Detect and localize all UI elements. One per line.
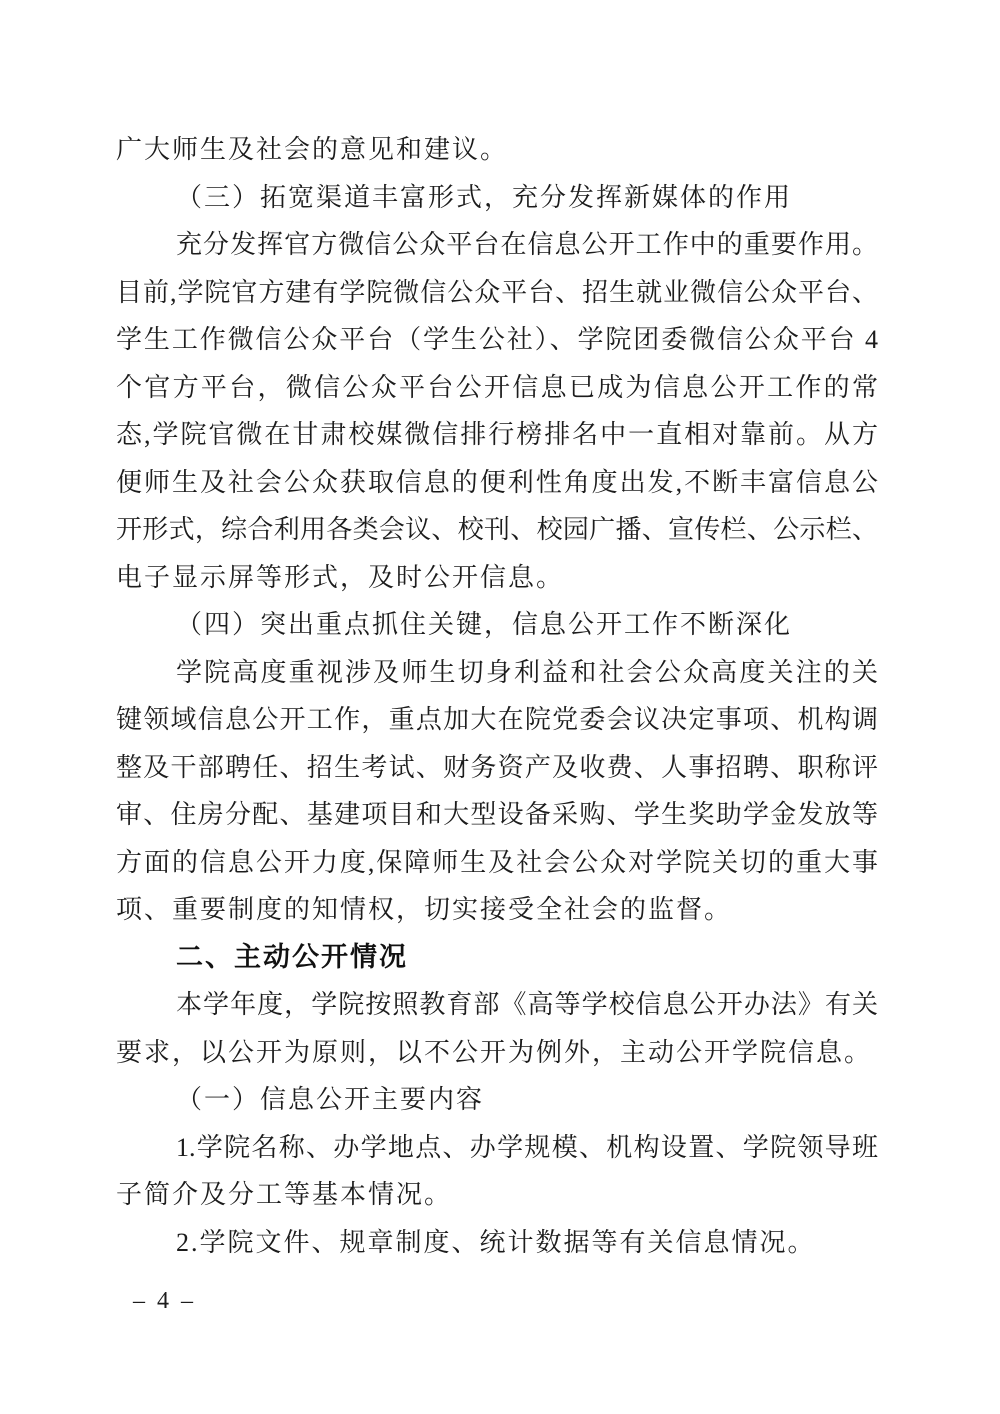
body-line: 电子显示屏等形式，及时公开信息。 xyxy=(116,562,565,592)
body-line: 目前,学院官方建有学院微信公众平台、招生就业微信公众平台、 xyxy=(116,277,878,307)
body-line: 整及干部聘任、招生考试、财务资产及收费、人事招聘、职称评 xyxy=(116,752,878,782)
section-heading-2: 二、主动公开情况 xyxy=(176,941,408,972)
body-line: 学院高度重视涉及师生切身利益和社会公众高度关注的关 xyxy=(176,657,878,687)
numbered-item-line: 2.学院文件、规章制度、统计数据等有关信息情况。 xyxy=(176,1227,816,1257)
body-line: 键领域信息公开工作，重点加大在院党委会议决定事项、机构调 xyxy=(116,705,878,734)
body-line: 充分发挥官方微信公众平台在信息公开工作中的重要作用。 xyxy=(176,230,878,259)
body-line: 便师生及社会公众获取信息的便利性角度出发,不断丰富信息公 xyxy=(116,467,878,497)
page-number: – 4 – xyxy=(133,1288,196,1314)
body-line: 态,学院官微在甘肃校媒微信排行榜排名中一直相对靠前。从方 xyxy=(116,420,878,449)
body-line: 本学年度，学院按照教育部《高等学校信息公开办法》有关 xyxy=(176,990,878,1019)
numbered-item-line: 子简介及分工等基本情况。 xyxy=(116,1180,453,1209)
body-line: 学生工作微信公众平台（学生公社）、学院团委微信公众平台 4 xyxy=(116,325,878,354)
document-body xyxy=(116,126,878,1266)
body-line: 审、住房分配、基建项目和大型设备采购、学生奖助学金发放等 xyxy=(116,800,878,829)
numbered-item-line: 1.学院名称、办学地点、办学规模、机构设置、学院领导班 xyxy=(176,1132,878,1162)
body-line: 方面的信息公开力度,保障师生及社会公众对学院关切的重大事 xyxy=(116,847,878,877)
subsection-heading-1: （一）信息公开主要内容 xyxy=(176,1085,485,1114)
paragraph-continuation-line: 广大师生及社会的意见和建议。 xyxy=(116,135,509,164)
body-line: 项、重要制度的知情权，切实接受全社会的监督。 xyxy=(116,895,733,924)
body-line: 个官方平台，微信公众平台公开信息已成为信息公开工作的常 xyxy=(116,372,878,402)
subsection-heading-3: （三）拓宽渠道丰富形式，充分发挥新媒体的作用 xyxy=(176,182,793,212)
subsection-heading-4: （四）突出重点抓住关键，信息公开工作不断深化 xyxy=(176,610,793,639)
body-line: 开形式，综合利用各类会议、校刊、校园广播、宣传栏、公示栏、 xyxy=(116,515,878,544)
body-line: 要求，以公开为原则，以不公开为例外，主动公开学院信息。 xyxy=(116,1037,873,1067)
